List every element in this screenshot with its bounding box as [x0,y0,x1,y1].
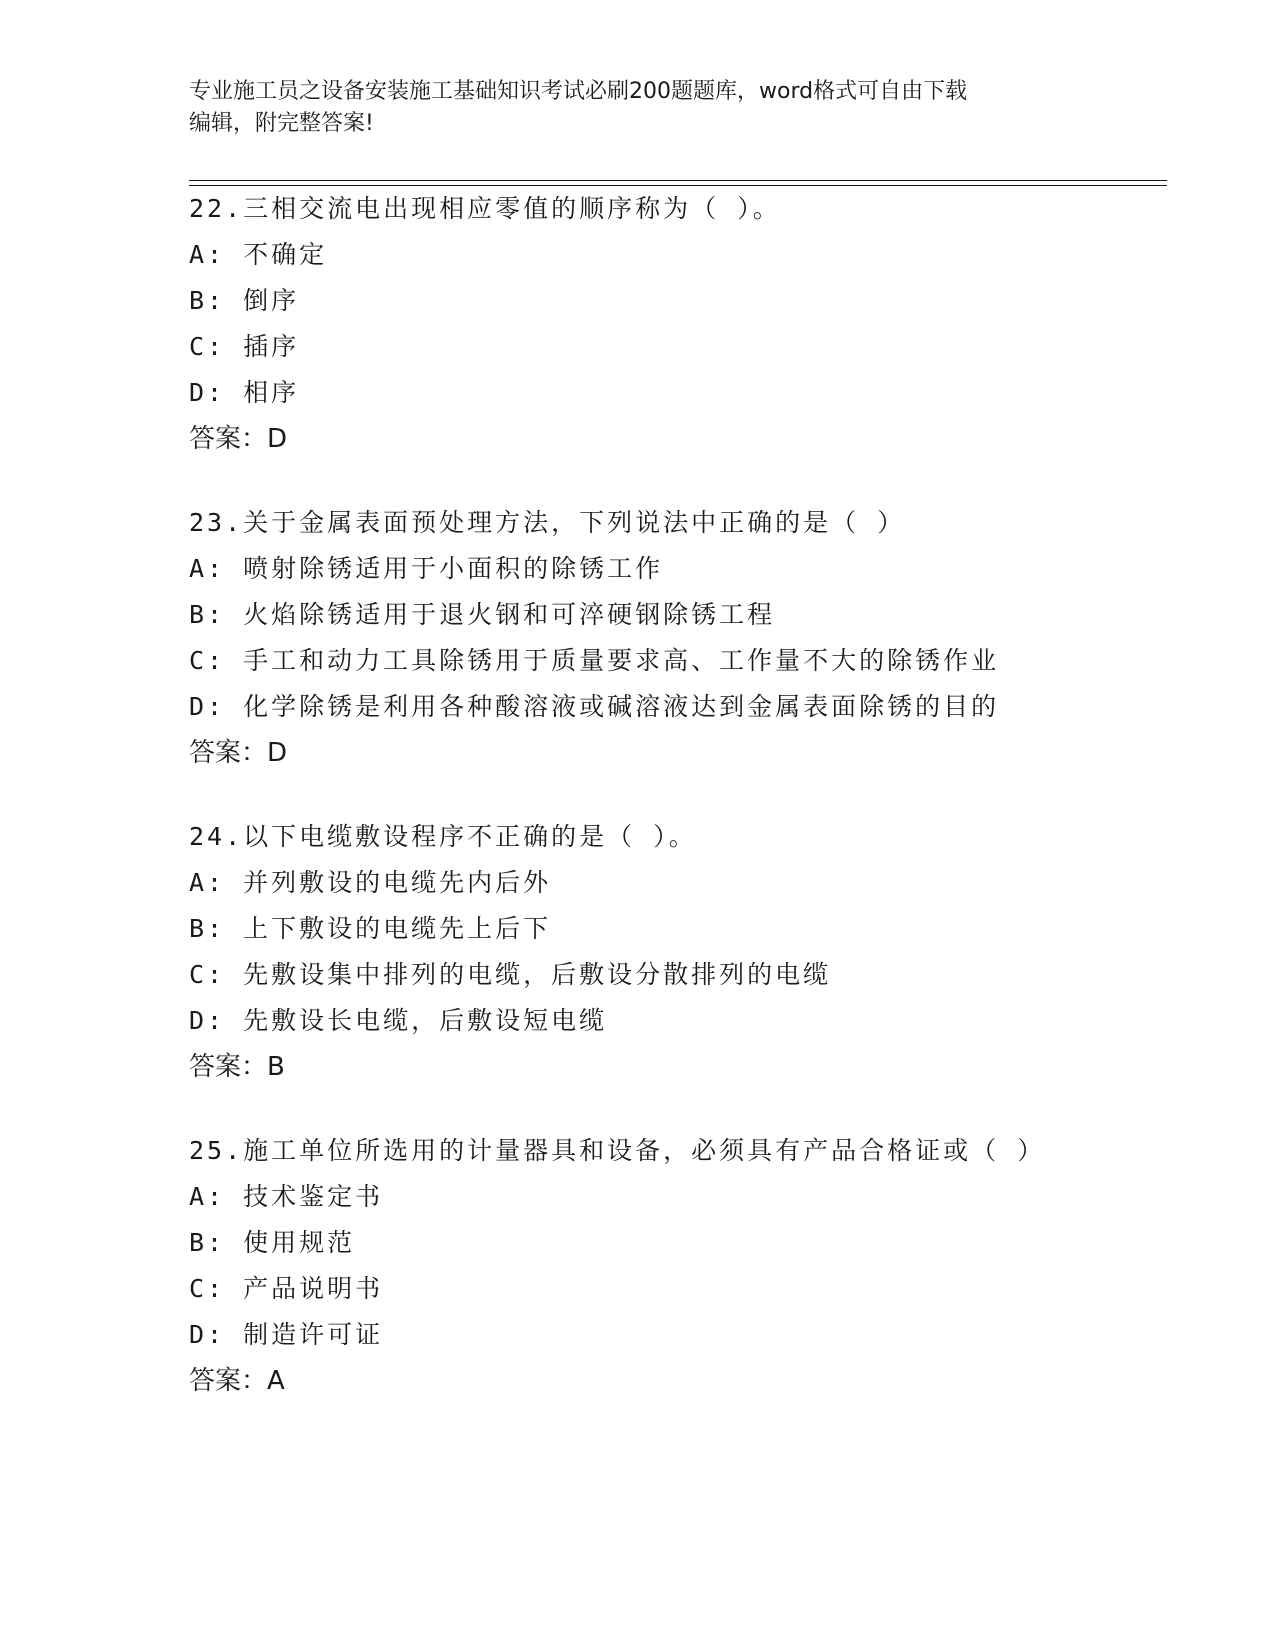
option-d: D: 化学除锈是利用各种酸溶液或碱溶液达到金属表面除锈的目的 [189,692,1000,721]
answer-line: 答案：D [189,738,288,768]
question-stem: 24.以下电缆敷设程序不正确的是（ ）。 [189,822,697,851]
document-header [189,76,1089,140]
option-d: D: 相序 [189,378,300,407]
question-stem: 25.施工单位所选用的计量器具和设备，必须具有产品合格证或（ ） [189,1136,1046,1165]
option-c: C: 先敷设集中排列的电缆，后敷设分散排列的电缆 [189,960,832,989]
header-line-2: 编辑，附完整答案! [189,111,374,136]
option-a: A: 不确定 [189,240,328,269]
question-stem: 22.三相交流电出现相应零值的顺序称为（ ）。 [189,194,781,223]
option-a: A: 喷射除锈适用于小面积的除锈工作 [189,554,664,583]
question-stem: 23.关于金属表面预处理方法，下列说法中正确的是（ ） [189,508,906,537]
option-b: B: 倒序 [189,286,300,315]
question-block [189,500,1189,776]
answer-line: 答案：D [189,424,288,454]
option-b: B: 使用规范 [189,1228,356,1257]
option-a: A: 技术鉴定书 [189,1182,384,1211]
option-b: B: 火焰除锈适用于退火钢和可淬硬钢除锈工程 [189,600,776,629]
header-divider-top [189,180,1167,181]
option-b: B: 上下敷设的电缆先上后下 [189,914,552,943]
option-c: C: 插序 [189,332,300,361]
question-block [189,814,1189,1090]
option-d: D: 先敷设长电缆，后敷设短电缆 [189,1006,608,1035]
question-block [189,1128,1189,1404]
option-d: D: 制造许可证 [189,1320,384,1349]
question-block [189,186,1189,462]
option-a: A: 并列敷设的电缆先内后外 [189,868,552,897]
header-line-1: 专业施工员之设备安装施工基础知识考试必刷200题题库，word格式可自由下载 [189,79,968,104]
answer-line: 答案：B [189,1052,285,1082]
option-c: C: 手工和动力工具除锈用于质量要求高、工作量不大的除锈作业 [189,646,1000,675]
answer-line: 答案：A [189,1366,285,1396]
option-c: C: 产品说明书 [189,1274,384,1303]
